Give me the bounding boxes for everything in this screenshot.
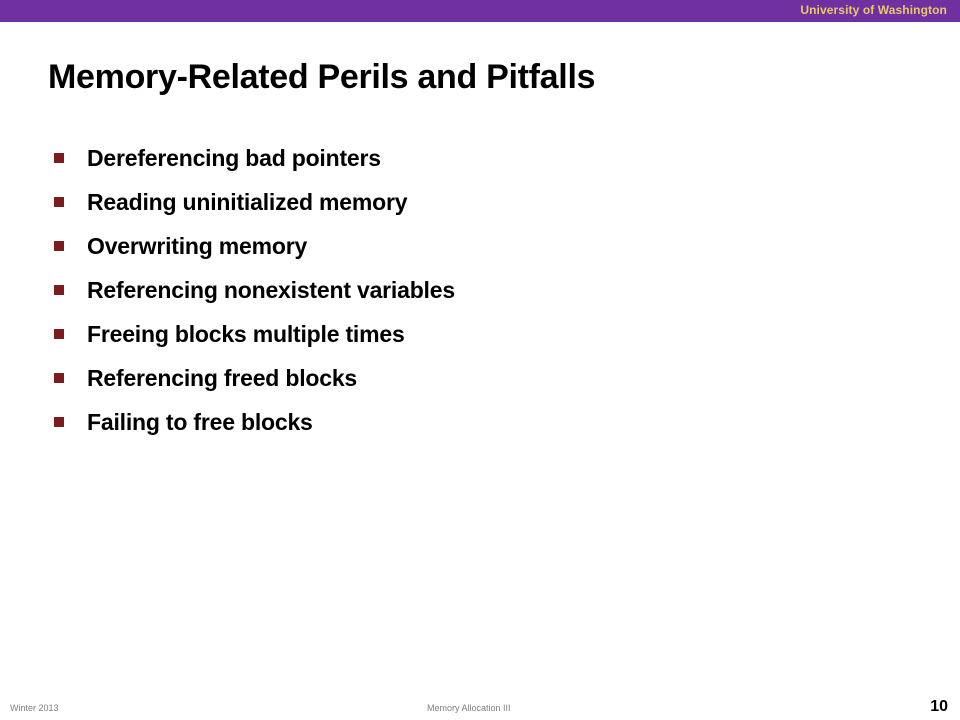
header-bar bbox=[0, 0, 960, 22]
square-bullet-icon bbox=[54, 285, 64, 295]
bullet-list bbox=[54, 136, 455, 444]
bullet-item bbox=[54, 224, 455, 268]
slide-title: Memory-Related Perils and Pitfalls bbox=[48, 58, 596, 96]
bullet-text: Referencing freed blocks bbox=[87, 364, 358, 391]
bullet-text: Reading uninitialized memory bbox=[87, 188, 408, 215]
bullet-item bbox=[54, 356, 455, 400]
square-bullet-icon bbox=[54, 153, 64, 163]
footer-term: Winter 2013 bbox=[10, 703, 59, 713]
bullet-text: Overwriting memory bbox=[87, 232, 308, 259]
bullet-item bbox=[54, 312, 455, 356]
bullet-item bbox=[54, 400, 455, 444]
bullet-item bbox=[54, 268, 455, 312]
square-bullet-icon bbox=[54, 329, 64, 339]
square-bullet-icon bbox=[54, 241, 64, 251]
square-bullet-icon bbox=[54, 373, 64, 383]
bullet-item bbox=[54, 180, 455, 224]
bullet-text: Dereferencing bad pointers bbox=[87, 144, 381, 171]
square-bullet-icon bbox=[54, 197, 64, 207]
square-bullet-icon bbox=[54, 417, 64, 427]
bullet-text: Freeing blocks multiple times bbox=[87, 320, 405, 347]
bullet-item bbox=[54, 136, 455, 180]
university-name: University of Washington bbox=[800, 3, 947, 17]
bullet-text: Referencing nonexistent variables bbox=[87, 276, 455, 303]
page-number: 10 bbox=[930, 698, 948, 715]
bullet-text: Failing to free blocks bbox=[87, 408, 313, 435]
footer-lecture-title: Memory Allocation III bbox=[427, 703, 511, 713]
